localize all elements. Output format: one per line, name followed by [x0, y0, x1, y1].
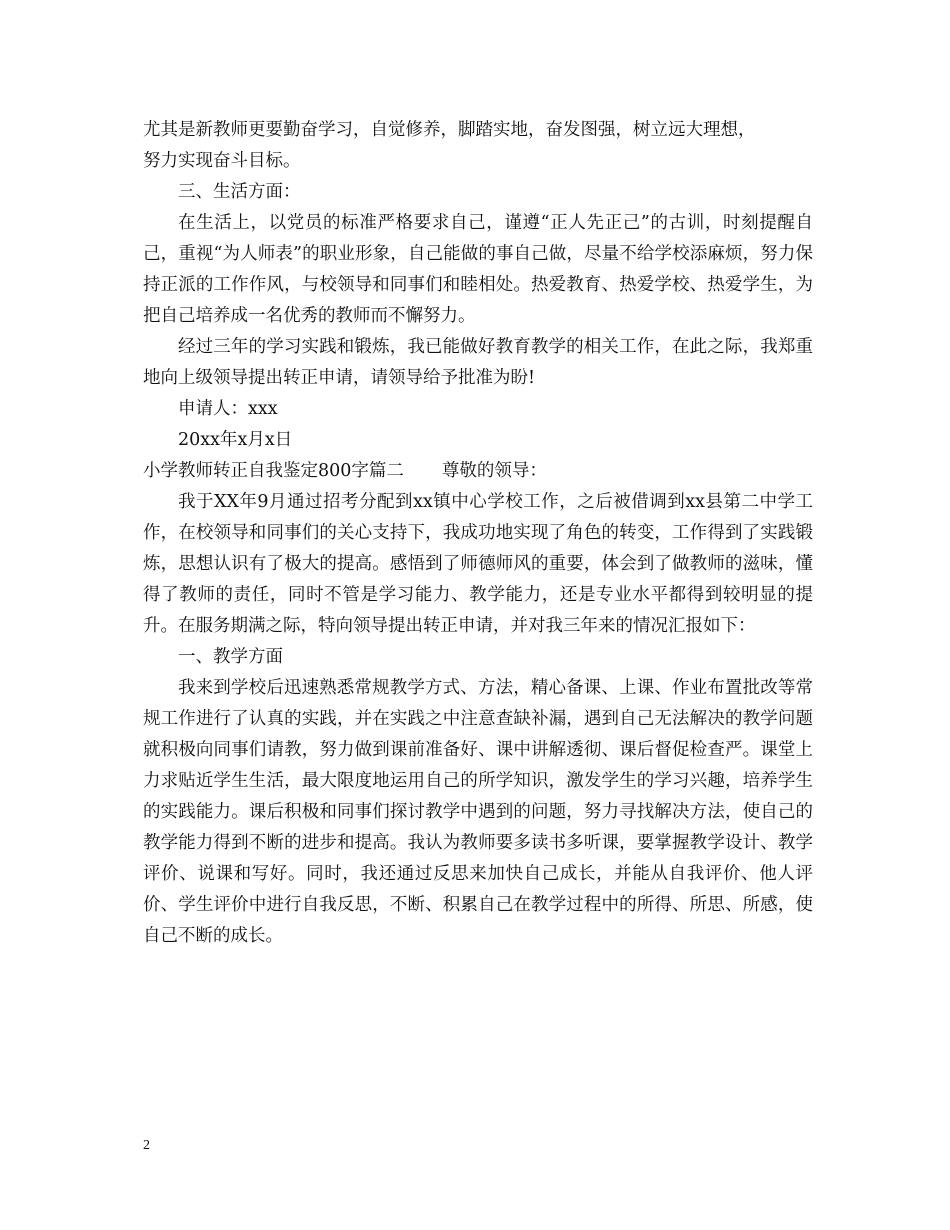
- article-title-line: [143, 456, 813, 487]
- conclusion-paragraph: 经过三年的学习实践和锻炼，我已能做好教育教学的相关工作，在此之际，我郑重地向上级领导提出转正申请，请领导给予批准为盼!: [143, 337, 813, 388]
- date-line: 20xx年x月x日: [178, 430, 293, 450]
- applicant-line: 申请人：xxx: [178, 399, 278, 419]
- text-line: 努力实现奋斗目标。: [143, 151, 301, 171]
- life-paragraph: 在生活上，以党员的标准严格要求自己，谨遵“正人先正己”的古训，时刻提醒自己，重视“为人师表”的职业形象，自己能做的事自己做，尽量不给学校添麻烦，努力保持正派的工作作风，与校领导和同事们和睦相处。热爱教育、热爱学校、热爱学生，为把自己培养成一名优秀的教师而不懈努力。: [143, 213, 813, 326]
- article-title: 小学教师转正自我鉴定800字篇二: [143, 461, 404, 481]
- intro-paragraph: 我于XX年9月通过招考分配到xx镇中心学校工作，之后被借调到xx县第二中学工作，在校领导和同事们的关心支持下，我成功地实现了角色的转变，工作得到了实践锻炼，思想认识有了极大的提高。感悟到了师德师风的重要，体会到了做教师的滋味，懂得了教师的责任，同时不管是学习能力、教学能力，还是专业水平都得到较明显的提升。在服务期满之际，特向领导提出转正申请，并对我三年来的情况汇报如下：: [143, 492, 813, 636]
- salutation: 尊敬的领导：: [441, 461, 547, 481]
- text-line: 尤其是新教师更要勤奋学习，自觉修养，脚踏实地，奋发图强，树立远大理想，: [143, 120, 756, 140]
- teaching-paragraph: 我来到学校后迅速熟悉常规教学方式、方法，精心备课、上课、作业布置批改等常规工作进行了认真的实践，并在实践之中注意查缺补漏，遇到自己无法解决的教学问题就积极向同事们请教，努力做到课前准备好、课中讲解透彻、课后督促检查严。课堂上力求贴近学生生活，最大限度地运用自己的所学知识，激发学生的学习兴趣，培养学生的实践能力。课后积极和同事们探讨教学中遇到的问题，努力寻找解决方法，使自己的教学能力得到不断的进步和提高。我认为教师要多读书多听课，要掌握教学设计、教学评价、说课和写好。同时，我还通过反思来加快自己成长，并能从自我评价、他人评价、学生评价中进行自我反思，不断、积累自己在教学过程中的所得、所思、所感，使自己不断的成长。: [143, 678, 813, 946]
- section-heading-teaching: 一、教学方面: [178, 647, 283, 667]
- section-heading-life: 三、生活方面：: [178, 182, 301, 202]
- page-number: 2: [143, 1138, 150, 1153]
- document-body: [143, 115, 813, 952]
